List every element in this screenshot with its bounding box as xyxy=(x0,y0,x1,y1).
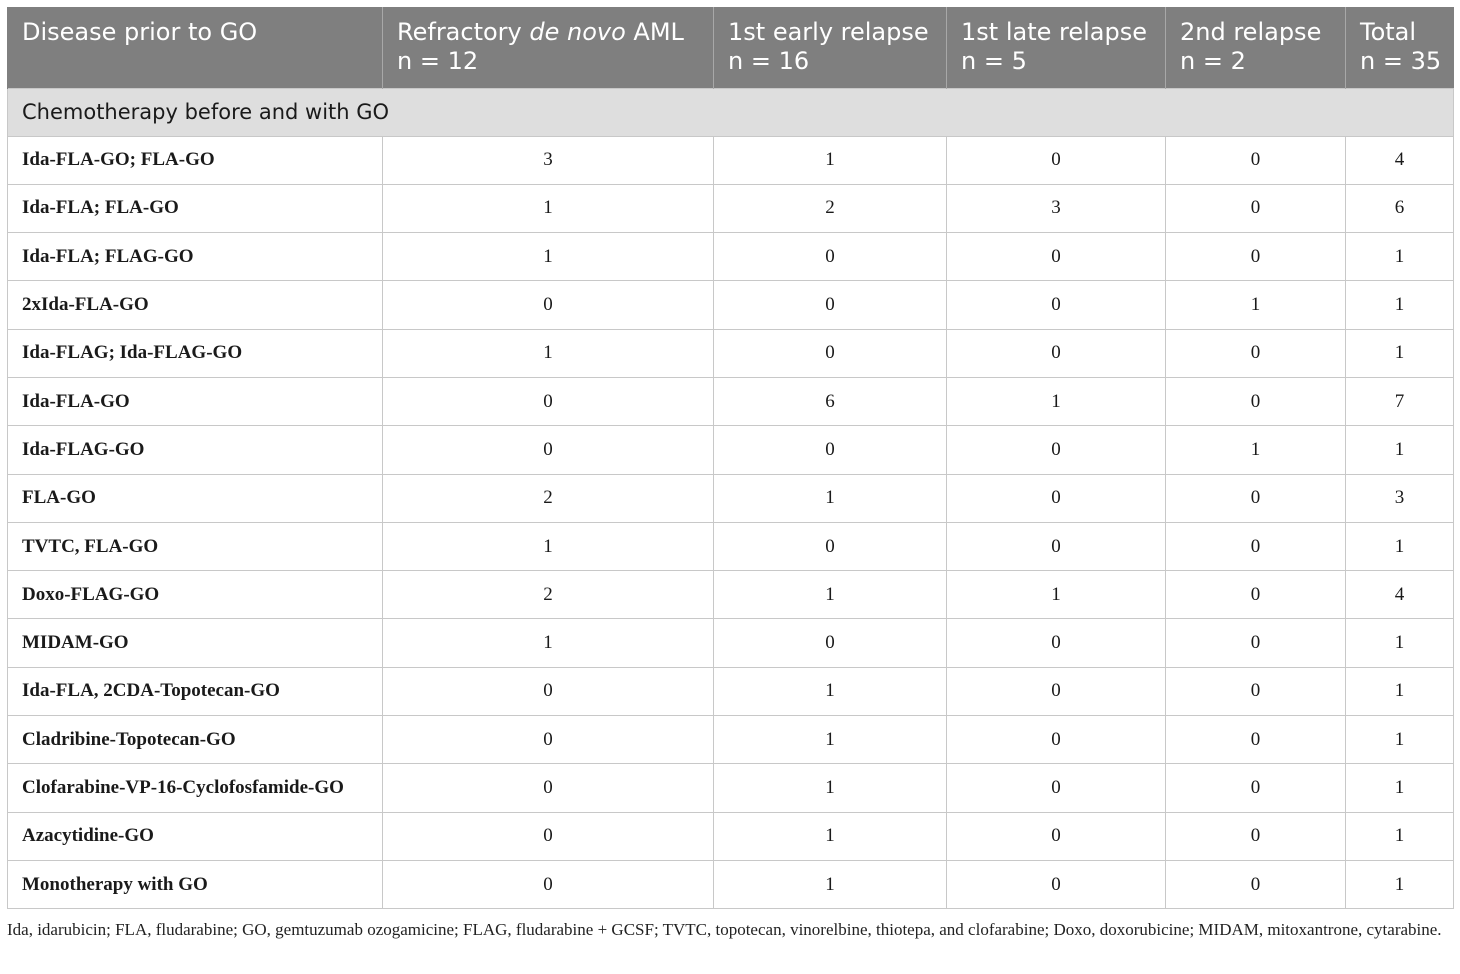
regimen-table xyxy=(7,7,1454,909)
table-row xyxy=(8,571,1454,619)
table-row xyxy=(8,377,1454,425)
cell-refractory: 0 xyxy=(383,667,714,715)
cell-total: 1 xyxy=(1346,233,1454,281)
cell-second-relapse: 0 xyxy=(1166,184,1346,232)
row-label: Ida-FLAG; Ida-FLAG-GO xyxy=(8,329,383,377)
cell-total: 1 xyxy=(1346,860,1454,908)
header-refractory-text-c: AML xyxy=(625,18,684,46)
cell-second-relapse: 0 xyxy=(1166,860,1346,908)
table-row xyxy=(8,716,1454,764)
cell-late-relapse: 1 xyxy=(947,377,1166,425)
cell-refractory: 2 xyxy=(383,571,714,619)
cell-late-relapse: 0 xyxy=(947,522,1166,570)
cell-second-relapse: 1 xyxy=(1166,281,1346,329)
cell-total: 3 xyxy=(1346,474,1454,522)
cell-refractory: 1 xyxy=(383,233,714,281)
section-row xyxy=(8,88,1454,136)
cell-early-relapse: 0 xyxy=(714,281,947,329)
cell-total: 1 xyxy=(1346,281,1454,329)
cell-early-relapse: 1 xyxy=(714,667,947,715)
regimen-table-container xyxy=(7,7,1453,909)
cell-refractory: 1 xyxy=(383,184,714,232)
cell-second-relapse: 0 xyxy=(1166,136,1346,184)
header-refractory-text-italic: de novo xyxy=(529,18,626,46)
cell-second-relapse: 0 xyxy=(1166,619,1346,667)
cell-early-relapse: 1 xyxy=(714,136,947,184)
cell-late-relapse: 0 xyxy=(947,474,1166,522)
cell-total: 4 xyxy=(1346,136,1454,184)
header-refractory-title xyxy=(397,18,699,47)
cell-late-relapse: 0 xyxy=(947,812,1166,860)
table-footnote: Ida, idarubicin; FLA, fludarabine; GO, gemtuzumab ozogamicine; FLAG, fludarabine + GCSF; TVTC, topotecan, vinorelbine, thiotepa, and clofarabine; Doxo, doxorubicine; MIDAM, mitoxantrone, cytarabine. xyxy=(7,920,1442,939)
cell-early-relapse: 0 xyxy=(714,426,947,474)
row-label: Ida-FLAG-GO xyxy=(8,426,383,474)
table-row xyxy=(8,860,1454,908)
cell-second-relapse: 0 xyxy=(1166,233,1346,281)
row-label: Clofarabine-VP-16-Cyclofosfamide-GO xyxy=(8,764,383,812)
header-total-title: Total xyxy=(1360,18,1417,46)
row-label: FLA-GO xyxy=(8,474,383,522)
cell-refractory: 1 xyxy=(383,329,714,377)
cell-late-relapse: 0 xyxy=(947,860,1166,908)
cell-total: 1 xyxy=(1346,619,1454,667)
cell-late-relapse: 0 xyxy=(947,716,1166,764)
row-label: 2xIda-FLA-GO xyxy=(8,281,383,329)
cell-late-relapse: 0 xyxy=(947,426,1166,474)
table-row xyxy=(8,281,1454,329)
cell-early-relapse: 0 xyxy=(714,233,947,281)
cell-early-relapse: 2 xyxy=(714,184,947,232)
header-row xyxy=(8,7,1454,88)
cell-total: 7 xyxy=(1346,377,1454,425)
cell-late-relapse: 0 xyxy=(947,764,1166,812)
row-label: Ida-FLA; FLA-GO xyxy=(8,184,383,232)
row-label: Ida-FLA, 2CDA-Topotecan-GO xyxy=(8,667,383,715)
row-label: Ida-FLA-GO xyxy=(8,377,383,425)
cell-late-relapse: 0 xyxy=(947,136,1166,184)
header-total xyxy=(1346,7,1454,88)
cell-refractory: 0 xyxy=(383,281,714,329)
header-refractory-text-a: Refractory xyxy=(397,18,530,46)
row-label: Doxo-FLAG-GO xyxy=(8,571,383,619)
cell-late-relapse: 1 xyxy=(947,571,1166,619)
cell-late-relapse: 0 xyxy=(947,233,1166,281)
header-late-relapse-n: n = 5 xyxy=(961,47,1027,75)
cell-early-relapse: 1 xyxy=(714,812,947,860)
cell-total: 1 xyxy=(1346,764,1454,812)
cell-late-relapse: 3 xyxy=(947,184,1166,232)
table-row xyxy=(8,233,1454,281)
cell-late-relapse: 0 xyxy=(947,667,1166,715)
table-row xyxy=(8,764,1454,812)
row-label: Ida-FLA-GO; FLA-GO xyxy=(8,136,383,184)
header-early-relapse-n: n = 16 xyxy=(728,47,810,75)
cell-second-relapse: 0 xyxy=(1166,377,1346,425)
row-label: MIDAM-GO xyxy=(8,619,383,667)
cell-early-relapse: 1 xyxy=(714,764,947,812)
table-row xyxy=(8,329,1454,377)
cell-second-relapse: 0 xyxy=(1166,522,1346,570)
row-label: Cladribine-Topotecan-GO xyxy=(8,716,383,764)
cell-total: 6 xyxy=(1346,184,1454,232)
cell-early-relapse: 1 xyxy=(714,474,947,522)
cell-second-relapse: 0 xyxy=(1166,812,1346,860)
cell-early-relapse: 0 xyxy=(714,329,947,377)
cell-early-relapse: 6 xyxy=(714,377,947,425)
cell-early-relapse: 1 xyxy=(714,716,947,764)
cell-refractory: 0 xyxy=(383,764,714,812)
table-row xyxy=(8,136,1454,184)
cell-second-relapse: 0 xyxy=(1166,716,1346,764)
cell-total: 4 xyxy=(1346,571,1454,619)
header-disease-prior xyxy=(8,7,383,88)
cell-total: 1 xyxy=(1346,522,1454,570)
table-row xyxy=(8,522,1454,570)
cell-second-relapse: 0 xyxy=(1166,667,1346,715)
row-label: Ida-FLA; FLAG-GO xyxy=(8,233,383,281)
table-body xyxy=(8,88,1454,909)
header-late-relapse xyxy=(947,7,1166,88)
cell-total: 1 xyxy=(1346,812,1454,860)
cell-refractory: 1 xyxy=(383,522,714,570)
cell-refractory: 1 xyxy=(383,619,714,667)
cell-refractory: 2 xyxy=(383,474,714,522)
cell-refractory: 0 xyxy=(383,377,714,425)
table-row xyxy=(8,619,1454,667)
cell-total: 1 xyxy=(1346,426,1454,474)
cell-refractory: 3 xyxy=(383,136,714,184)
cell-late-relapse: 0 xyxy=(947,281,1166,329)
cell-second-relapse: 1 xyxy=(1166,426,1346,474)
table-row xyxy=(8,184,1454,232)
section-title: Chemotherapy before and with GO xyxy=(8,88,1454,136)
table-row xyxy=(8,474,1454,522)
cell-total: 1 xyxy=(1346,716,1454,764)
cell-early-relapse: 1 xyxy=(714,571,947,619)
row-label: Monotherapy with GO xyxy=(8,860,383,908)
row-label: TVTC, FLA-GO xyxy=(8,522,383,570)
table-row xyxy=(8,426,1454,474)
cell-second-relapse: 0 xyxy=(1166,571,1346,619)
table-row xyxy=(8,812,1454,860)
cell-late-relapse: 0 xyxy=(947,329,1166,377)
header-refractory xyxy=(383,7,714,88)
cell-second-relapse: 0 xyxy=(1166,329,1346,377)
cell-refractory: 0 xyxy=(383,812,714,860)
cell-refractory: 0 xyxy=(383,426,714,474)
cell-total: 1 xyxy=(1346,667,1454,715)
header-second-relapse xyxy=(1166,7,1346,88)
cell-total: 1 xyxy=(1346,329,1454,377)
header-total-n: n = 35 xyxy=(1360,47,1442,75)
cell-refractory: 0 xyxy=(383,860,714,908)
table-row xyxy=(8,667,1454,715)
table-header xyxy=(8,7,1454,88)
cell-second-relapse: 0 xyxy=(1166,474,1346,522)
row-label: Azacytidine-GO xyxy=(8,812,383,860)
header-second-relapse-n: n = 2 xyxy=(1180,47,1246,75)
cell-late-relapse: 0 xyxy=(947,619,1166,667)
header-late-relapse-title: 1st late relapse xyxy=(961,18,1147,46)
header-disease-prior-label: Disease prior to GO xyxy=(22,18,258,46)
header-refractory-n: n = 12 xyxy=(397,47,479,75)
header-early-relapse xyxy=(714,7,947,88)
cell-early-relapse: 0 xyxy=(714,522,947,570)
cell-refractory: 0 xyxy=(383,716,714,764)
cell-early-relapse: 0 xyxy=(714,619,947,667)
header-early-relapse-title: 1st early relapse xyxy=(728,18,929,46)
header-second-relapse-title: 2nd relapse xyxy=(1180,18,1322,46)
cell-early-relapse: 1 xyxy=(714,860,947,908)
cell-second-relapse: 0 xyxy=(1166,764,1346,812)
